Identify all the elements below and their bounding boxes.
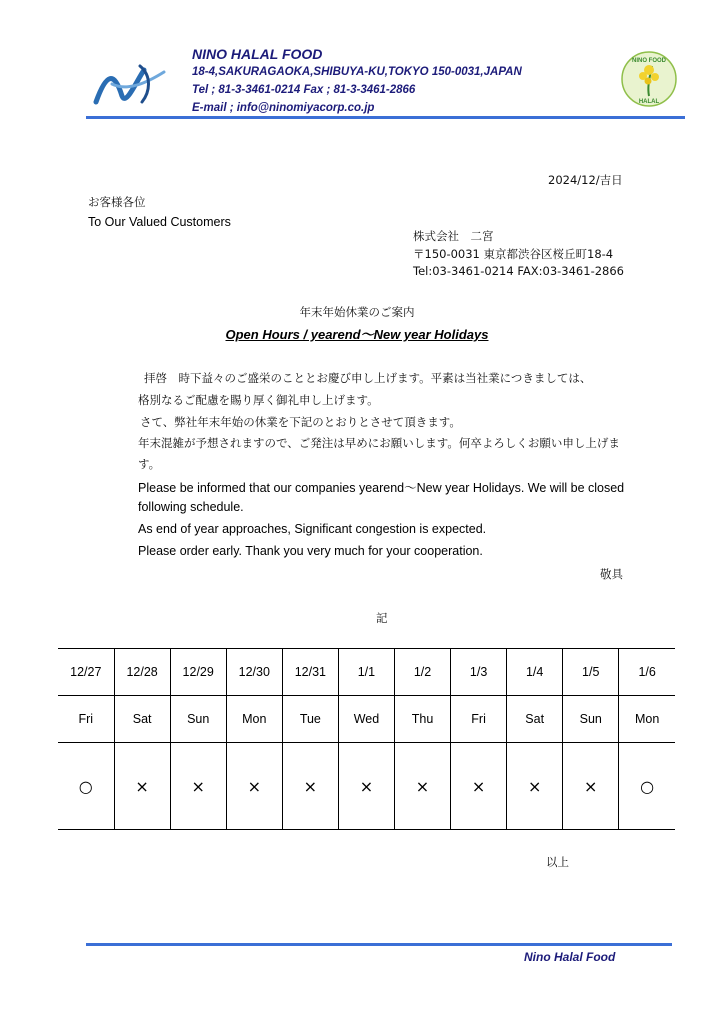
date-cell: 12/29 — [170, 649, 226, 696]
halal-badge — [620, 50, 678, 108]
body-jp-line: す。 — [138, 457, 161, 471]
status-cell: ○ — [58, 743, 114, 830]
status-cell: × — [226, 743, 282, 830]
letter-date: 2024/12/吉日 — [548, 173, 623, 187]
status-cell: ○ — [619, 743, 675, 830]
sender-line: 株式会社 二宮 — [413, 229, 494, 243]
title-en: Open Hours / yearend～New year Holidays — [225, 327, 489, 342]
company-logo — [92, 62, 172, 106]
ijou-end-mark: 以上 — [546, 855, 569, 869]
addressee-en: To Our Valued Customers — [88, 215, 231, 229]
company-email: E-mail ; info@ninomiyacorp.co.jp — [192, 102, 375, 114]
status-cell: × — [282, 743, 338, 830]
body-en-line: following schedule. — [138, 500, 244, 514]
title-jp: 年末年始休業のご案内 — [299, 305, 415, 319]
body-jp-line: 年末混雑が予想されますので、ご発注は早めにお願いします。何卒よろしくお願い申し上げま — [138, 436, 620, 450]
day-cell: Sat — [507, 696, 563, 743]
status-cell: × — [451, 743, 507, 830]
footer-brand: Nino Halal Food — [524, 950, 616, 964]
day-cell: Sat — [114, 696, 170, 743]
body-en-line: Please be informed that our companies yearend～New year Holidays. We will be closed — [138, 481, 625, 495]
date-cell: 1/4 — [507, 649, 563, 696]
status-cell: × — [338, 743, 394, 830]
day-cell: Tue — [282, 696, 338, 743]
body-jp-line: さて、弊社年末年始の休業を下記のとおりとさせて頂きます。 — [140, 415, 461, 429]
company-tel-fax: Tel ; 81-3-3461-0214 Fax ; 81-3-3461-2866 — [192, 84, 416, 96]
footer-rule — [86, 943, 672, 946]
day-cell: Sun — [563, 696, 619, 743]
holiday-schedule-table — [58, 648, 675, 830]
day-cell: Mon — [226, 696, 282, 743]
date-cell: 1/1 — [338, 649, 394, 696]
date-cell: 1/3 — [451, 649, 507, 696]
day-cell: Sun — [170, 696, 226, 743]
company-address: 18-4,SAKURAGAOKA,SHIBUYA-KU,TOKYO 150-0031,JAPAN — [192, 66, 522, 78]
halal-badge-bottom-text: HALAL — [638, 99, 660, 105]
date-row — [58, 649, 675, 696]
body-jp-line: 格別なるご配慮を賜り厚く御礼申し上げます。 — [138, 393, 379, 407]
status-cell: × — [170, 743, 226, 830]
status-cell: × — [507, 743, 563, 830]
body-en-line: As end of year approaches, Significant congestion is expected. — [138, 522, 487, 536]
day-row — [58, 696, 675, 743]
header-rule — [86, 116, 685, 119]
day-cell: Mon — [619, 696, 675, 743]
status-cell: × — [563, 743, 619, 830]
halal-badge-top-text: NINO FOOD — [632, 58, 666, 64]
date-cell: 12/31 — [282, 649, 338, 696]
body-en-line: Please order early. Thank you very much for your cooperation. — [138, 544, 483, 558]
body-jp-line: 拝啓 時下益々のご盛栄のこととお慶び申し上げます。平素は当社業につきましては、 — [144, 371, 592, 385]
company-name: NINO HALAL FOOD — [192, 46, 323, 62]
addressee-jp: お客様各位 — [88, 195, 146, 209]
day-cell: Fri — [58, 696, 114, 743]
day-cell: Thu — [394, 696, 450, 743]
status-row — [58, 743, 675, 830]
date-cell: 12/27 — [58, 649, 114, 696]
date-cell: 1/6 — [619, 649, 675, 696]
date-cell: 12/30 — [226, 649, 282, 696]
date-cell: 1/5 — [563, 649, 619, 696]
status-cell: × — [394, 743, 450, 830]
day-cell: Fri — [451, 696, 507, 743]
day-cell: Wed — [338, 696, 394, 743]
sender-line: 〒150-0031 東京都渋谷区桜丘町18-4 — [413, 247, 614, 261]
ki-mark: 記 — [376, 611, 388, 625]
closing-keigu: 敬具 — [600, 567, 623, 581]
sender-line: Tel:03-3461-0214 FAX:03-3461-2866 — [413, 264, 624, 278]
date-cell: 1/2 — [394, 649, 450, 696]
status-cell: × — [114, 743, 170, 830]
date-cell: 12/28 — [114, 649, 170, 696]
